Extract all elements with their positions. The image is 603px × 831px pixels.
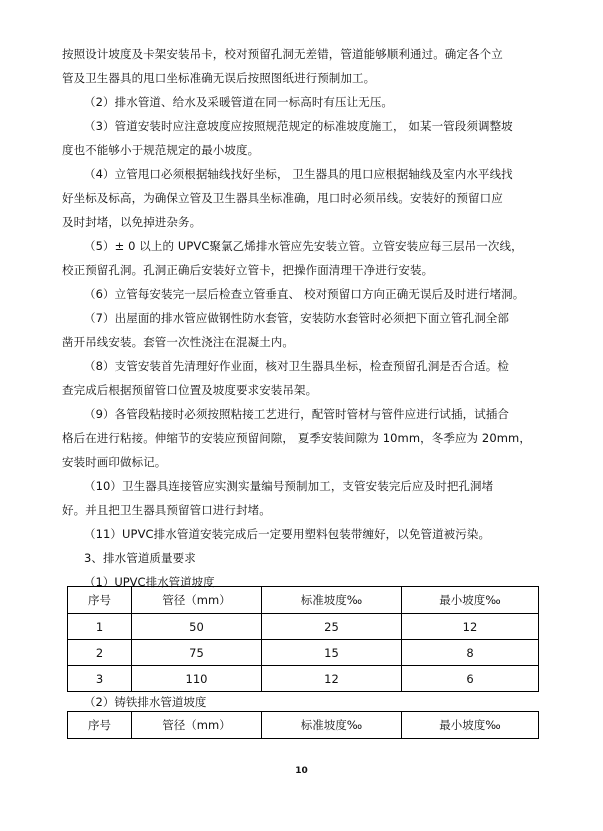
cast-iron-slope-table [67,711,539,739]
paragraph-line: 管及卫生器具的甩口坐标准确无误后按照图纸进行预制加工。 [62,71,376,85]
table-row [68,640,539,666]
table-cell: 12 [262,666,402,692]
paragraph-line: 凿开吊线安装。套管一次性浇注在混凝土内。 [62,335,294,349]
table-header-cell: 序号 [68,587,132,614]
paragraph-line: 校正预留孔洞。孔洞正确后安装好立管卡，把操作面清理干净进行安装。 [62,263,434,277]
table-cell: 12 [402,614,539,640]
paragraph-line: （4）立管甩口必须根据轴线找好坐标， 卫生器具的甩口应根据轴线及室内水平线找 [84,167,513,181]
paragraph-line: （9）各管段粘接时必须按照粘接工艺进行，配管时管材与管件应进行试插，试插合 [84,407,510,421]
paragraph-line: （8）支管安装首先清理好作业面，核对卫生器具坐标，检查预留孔洞是否合适。检 [84,359,510,373]
table-row [68,614,539,640]
paragraph-line: （5）± 0 以上的 UPVC聚氯乙烯排水管应先安装立管。立管安装应每三层吊一次线， [84,239,523,253]
table-header-cell: 序号 [68,712,132,739]
table-header-cell: 最小坡度‰ [402,712,539,739]
table-cell: 110 [132,666,262,692]
paragraph-line: （10）卫生器具连接管应实测实量编号预制加工，支管安装完后应及时把孔洞堵 [84,479,494,493]
table-cell: 50 [132,614,262,640]
table-row [68,666,539,692]
paragraph-line: （11）UPVC排水管道安装完成后一定要用塑料包装带缠好，以免管道被污染。 [84,527,491,541]
paragraph-line: 安装时画印做标记。 [62,455,167,469]
paragraph-line: （2）排水管道、给水及采暖管道在同一标高时有压让无压。 [84,95,394,109]
paragraph-line: 好。并且把卫生器具预留管口进行封堵。 [62,503,271,517]
paragraph-line: 格后在进行粘接。伸缩节的安装应预留间隙， 夏季安装间隙为 10mm，冬季应为 20mm， [62,431,531,445]
paragraph-line: （6）立管每安装完一层后检查立管垂直、 校对预留口方向正确无误后及时进行堵洞。 [84,287,525,301]
table-header-cell: 管径（mm） [132,587,262,614]
table-cell: 25 [262,614,402,640]
table-cell: 3 [68,666,132,692]
table-header-cell: 标准坡度‰ [262,712,402,739]
paragraph-line: 度也不能够小于规范规定的最小坡度。 [62,143,260,157]
table-header-row [68,712,539,739]
table-header-cell: 管径（mm） [132,712,262,739]
paragraph-line: 及时封堵，以免掉进杂务。 [62,215,202,229]
table2-caption: （2）铸铁排水管道坡度 [84,695,207,709]
paragraph-line: 查完成后根据预留管口位置及坡度要求安装吊架。 [62,383,318,397]
paragraph-line: 按照设计坡度及卡架安装吊卡，校对预留孔洞无差错，管道能够顺利通过。确定各个立 [62,47,503,61]
paragraph-line: 好坐标及标高，为确保立管及卫生器具坐标准确，甩口时必须吊线。安装好的预留口应 [62,191,503,205]
paragraph-line: （7）出屋面的排水管应做钢性防水套管，安装防水套管时必须把下面立管孔洞全部 [84,311,510,325]
paragraph-line: （3）管道安装时应注意坡度应按照规范规定的标准坡度施工， 如某一管段须调整坡 [84,119,513,133]
table-cell: 2 [68,640,132,666]
table-cell: 6 [402,666,539,692]
table-cell: 1 [68,614,132,640]
section-heading: 3、排水管道质量要求 [84,551,196,565]
table-cell: 15 [262,640,402,666]
table-header-cell: 标准坡度‰ [262,587,402,614]
page-number: 10 [295,766,308,776]
table1-caption: （1）UPVC排水管道坡度 [84,575,215,589]
upvc-slope-table [67,586,539,692]
table-cell: 8 [402,640,539,666]
table-header-row [68,587,539,614]
table-header-cell: 最小坡度‰ [402,587,539,614]
table-cell: 75 [132,640,262,666]
